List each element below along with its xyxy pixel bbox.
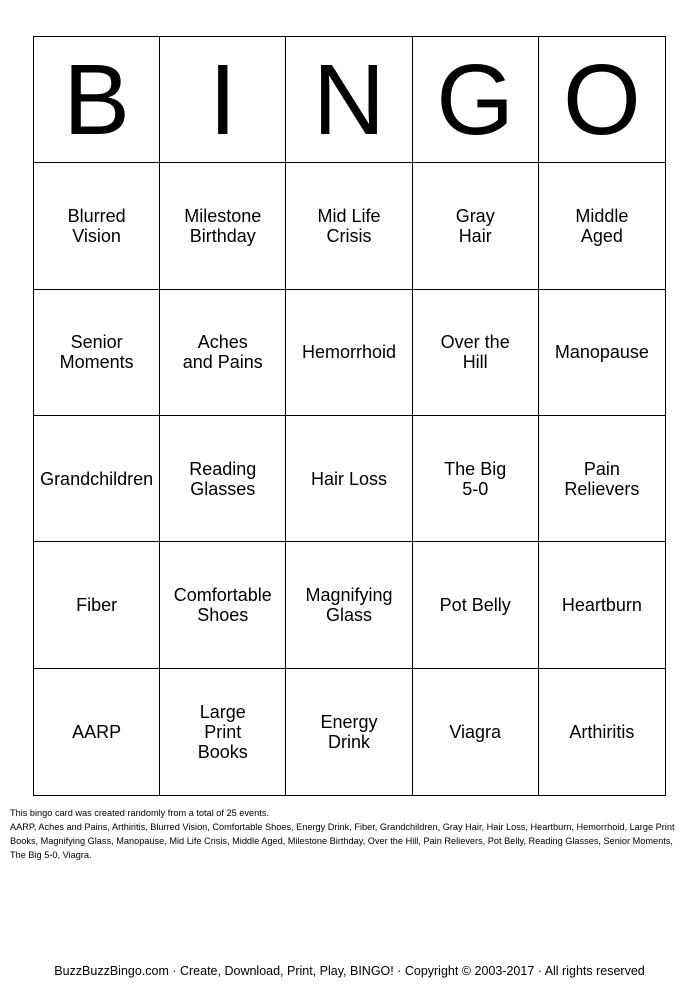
bingo-square: The Big 5-0 [413, 416, 539, 542]
bingo-square: Large Print Books [160, 669, 286, 795]
page-footer: BuzzBuzzBingo.com · Create, Download, Print, Play, BINGO! · Copyright © 2003-2017 · All rights reserved [54, 964, 645, 978]
bingo-square: Senior Moments [34, 290, 160, 416]
header-letter-b: B [34, 37, 160, 163]
bingo-square: Viagra [413, 669, 539, 795]
bingo-square: Comfortable Shoes [160, 542, 286, 668]
bingo-square: Reading Glasses [160, 416, 286, 542]
footnote-events-list: AARP, Aches and Pains, Arthiritis, Blurred Vision, Comfortable Shoes, Energy Drink, Fiber, Grandchildren, Gray Hair, Hair Loss, Heartburn, Hemorrhoid, Large Print Books, Magnifying Glass, Manopause, Mid Life Crisis, Middle Aged, Milestone Birthday, Over the Hill, Pain Relievers, Pot Belly, Reading Glasses, Senior Moments, The Big 5-0, Viagra. [10, 822, 675, 860]
bingo-square: Arthiritis [569, 721, 635, 742]
bingo-square: Pain Relievers [539, 416, 665, 542]
bingo-square: Blurred Vision [34, 163, 160, 289]
footnote-intro: This bingo card was created randomly from a total of 25 events. [10, 808, 269, 818]
bingo-card [33, 36, 666, 796]
bingo-square: Mid Life Crisis [286, 163, 412, 289]
bingo-square: Heartburn [539, 542, 665, 668]
bingo-square: Middle Aged [539, 163, 665, 289]
bingo-square: Aches and Pains [160, 290, 286, 416]
bingo-square: Pot Belly [413, 542, 539, 668]
bingo-square: Hair Loss [286, 416, 412, 542]
card-footnote [10, 806, 690, 862]
header-letter-i: I [160, 37, 286, 163]
bingo-square: Fiber [34, 542, 160, 668]
header-letter-g: G [413, 37, 539, 163]
bingo-square: Grandchildren [34, 416, 160, 542]
bingo-square: Manopause [539, 290, 665, 416]
bingo-square: Hemorrhoid [286, 290, 412, 416]
bingo-square: AARP [34, 669, 160, 795]
bingo-square: Magnifying Glass [286, 542, 412, 668]
bingo-square: Energy Drink [286, 669, 412, 795]
bingo-square: Over the Hill [413, 290, 539, 416]
bingo-square: Milestone Birthday [160, 163, 286, 289]
header-letter-o: O [539, 37, 665, 163]
header-letter-n: N [286, 37, 412, 163]
bingo-square: Gray Hair [413, 163, 539, 289]
